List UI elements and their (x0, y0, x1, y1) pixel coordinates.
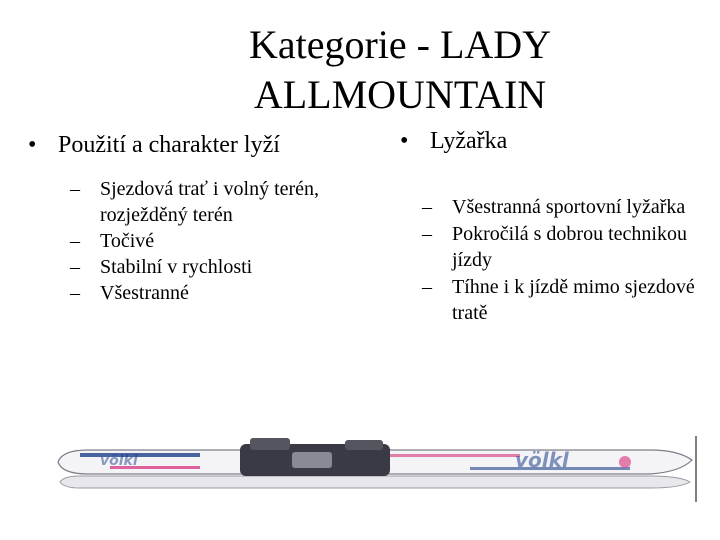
left-column (28, 130, 358, 306)
dash-icon: – (70, 230, 80, 252)
left-heading: • Použití a charakter lyží (28, 132, 280, 158)
bullet-icon: • (28, 132, 37, 158)
right-list (422, 194, 700, 327)
list-item: – Všestranné (70, 282, 189, 304)
list-item: – Točivé (70, 230, 155, 252)
dash-icon: – (422, 196, 432, 218)
right-column (400, 126, 700, 327)
left-list (70, 176, 358, 306)
list-item: – Pokročilá s dobrou technikou jízdy (422, 221, 700, 274)
bullet-icon: • (400, 128, 409, 154)
list-item: – Sjezdová trať i volný terén, rozježděný terén (70, 178, 320, 226)
title-line-1: Kategorie - LADY (248, 22, 552, 67)
dash-icon: – (70, 256, 80, 278)
list-item: – Tíhne i k jízdě mimo sjezdové tratě (422, 274, 700, 327)
dash-icon: – (422, 275, 432, 298)
title-line-2: ALLMOUNTAIN (253, 72, 547, 117)
ski-pair-image (50, 432, 700, 507)
svg-text:völkl: völkl (100, 453, 138, 469)
svg-text:völkl: völkl (515, 448, 569, 472)
dash-icon: – (422, 222, 432, 245)
slide-title (150, 20, 650, 120)
right-heading: • Lyžařka (400, 128, 508, 154)
dash-icon: – (70, 178, 80, 200)
list-item: – Stabilní v rychlosti (70, 256, 253, 278)
list-item: – Všestranná sportovní lyžařka (422, 194, 700, 221)
dash-icon: – (70, 282, 80, 304)
